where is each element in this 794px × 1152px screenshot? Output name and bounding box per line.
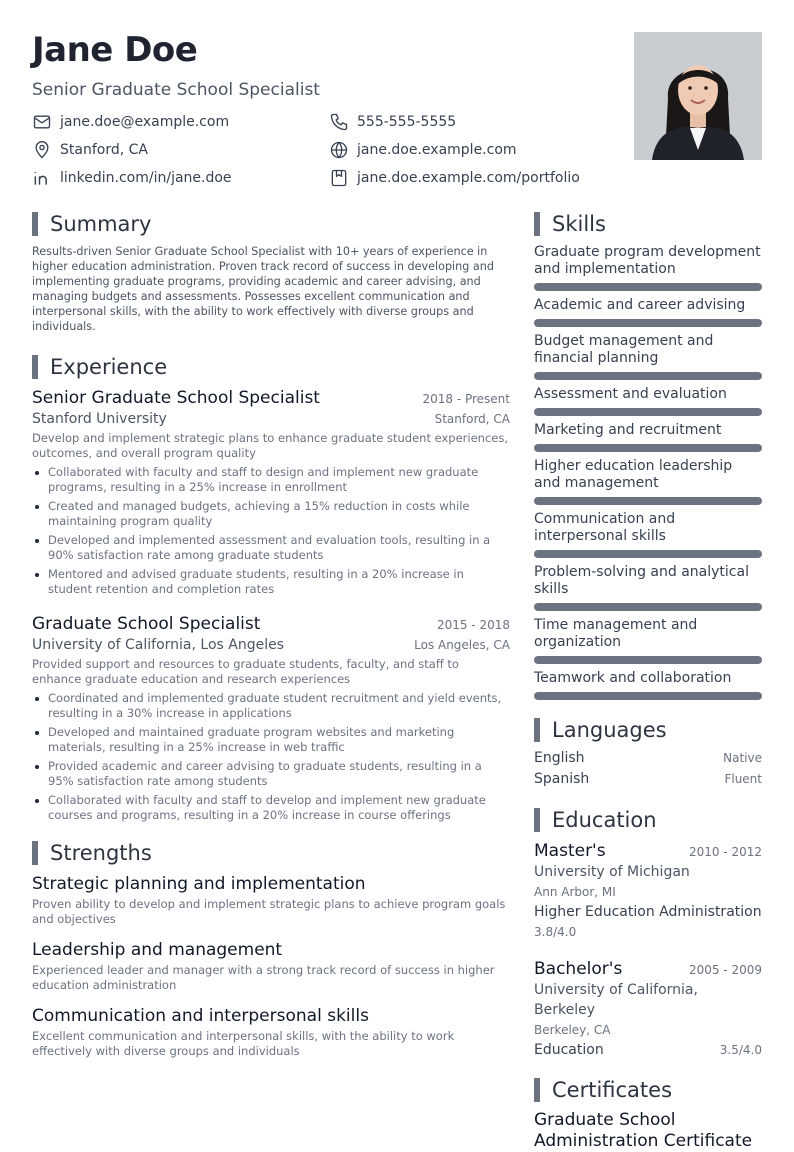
location-text: Stanford, CA	[60, 142, 148, 158]
skill-item	[534, 244, 762, 291]
education-location: Ann Arbor, MI	[534, 885, 616, 899]
job-description: Provided support and resources to graduate students, faculty, and staff to enhance graduate education and research experiences	[32, 657, 459, 686]
skill-level-bar	[534, 497, 762, 505]
job-bullet: Collaborated with faculty and staff to design and implement new graduate programs, resulting in a 25% increase in enrollment	[32, 465, 510, 495]
strengths-heading-text: Strengths	[50, 841, 152, 865]
strength-title: Strategic planning and implementation	[32, 874, 366, 894]
job-bullets	[32, 465, 510, 597]
education-degree: Master's	[534, 841, 606, 861]
education-field: Higher Education Administration	[534, 904, 762, 920]
experience-heading-text: Experience	[50, 355, 168, 379]
globe-icon	[329, 140, 349, 160]
website-text: jane.doe.example.com	[357, 142, 517, 158]
education-heading-text: Education	[552, 808, 657, 832]
skill-item	[534, 386, 762, 416]
strength-description: Proven ability to develop and implement strategic plans to achieve program goals and objectives	[32, 897, 506, 926]
email-text: jane.doe@example.com	[60, 114, 230, 130]
job-bullet: Collaborated with faculty and staff to develop and implement new graduate courses and programs, resulting in a 20% increase in course offerings	[32, 793, 510, 823]
language-level: Fluent	[724, 772, 762, 786]
skill-level-bar	[534, 656, 762, 664]
map-pin-icon	[32, 140, 52, 160]
languages-heading	[534, 716, 762, 744]
contact-portfolio[interactable]	[329, 167, 580, 189]
strength-item	[32, 1005, 510, 1059]
skill-level-bar	[534, 692, 762, 700]
job-bullet: Developed and implemented assessment and evaluation tools, resulting in a 90% satisfaction rate among graduate students	[32, 533, 510, 563]
candidate-name: Jane Doe	[32, 30, 198, 70]
education-entry	[534, 958, 762, 1060]
skill-name: Communication and interpersonal skills	[534, 511, 676, 544]
phone-icon	[329, 112, 349, 132]
certificates-heading-text: Certificates	[552, 1078, 673, 1102]
phone-text: 555-555-5555	[357, 114, 457, 130]
job-dates: 2018 - Present	[422, 392, 510, 406]
education-heading	[534, 806, 762, 834]
skill-name: Assessment and evaluation	[534, 386, 727, 402]
skill-level-bar	[534, 550, 762, 558]
education-school: University of California, Berkeley	[534, 982, 698, 1018]
strength-description: Excellent communication and interpersonal skills, with the ability to work effectively with diverse groups and individuals	[32, 1029, 455, 1058]
education-degree: Bachelor's	[534, 959, 623, 979]
language-name: English	[534, 750, 585, 766]
section-marker	[534, 718, 540, 742]
education-entry	[534, 840, 762, 942]
contact-website[interactable]	[329, 139, 517, 161]
skill-name: Marketing and recruitment	[534, 422, 722, 438]
contact-location	[32, 139, 148, 161]
languages-heading-text: Languages	[552, 718, 667, 742]
job-bullet: Coordinated and implemented graduate student recruitment and yield events, resulting in a 30% increase in applications	[32, 691, 510, 721]
skill-name: Higher education leadership and management	[534, 458, 733, 491]
job-bullet: Mentored and advised graduate students, resulting in a 20% increase in student retention and completion rates	[32, 567, 510, 597]
language-item	[534, 750, 762, 767]
linkedin-text: linkedin.com/in/jane.doe	[60, 170, 232, 186]
contact-phone[interactable]	[329, 111, 456, 133]
job-bullet: Developed and maintained graduate program websites and marketing materials, resulting in a 25% increase in web traffic	[32, 725, 510, 755]
skill-level-bar	[534, 444, 762, 452]
skill-item	[534, 617, 762, 664]
job-bullets	[32, 691, 510, 823]
portrait-illustration	[634, 32, 762, 160]
strength-description: Experienced leader and manager with a strong track record of success in higher education administration	[32, 963, 495, 992]
summary-heading-text: Summary	[50, 212, 152, 236]
profile-photo	[634, 32, 762, 160]
contact-linkedin[interactable]	[32, 167, 232, 189]
skill-level-bar	[534, 603, 762, 611]
skill-name: Academic and career advising	[534, 297, 746, 313]
strength-title: Communication and interpersonal skills	[32, 1006, 369, 1026]
job-title: Graduate School Specialist	[32, 614, 261, 634]
education-dates: 2010 - 2012	[688, 845, 762, 859]
summary-text: Results-driven Senior Graduate School Specialist with 10+ years of experience in higher education administration. Proven track record of success in developing and implementing graduate programs, providing academic and career advising, and managing budgets and assessments. Possesses excellent communication and interpersonal skills, with the ability to work effectively with diverse groups and individuals.	[32, 245, 494, 333]
skill-level-bar	[534, 408, 762, 416]
strength-title: Leadership and management	[32, 940, 283, 960]
contact-email[interactable]	[32, 111, 229, 133]
skill-level-bar	[534, 372, 762, 380]
linkedin-icon	[32, 168, 52, 188]
job-title: Senior Graduate School Specialist	[32, 388, 320, 408]
skill-name: Teamwork and collaboration	[534, 670, 732, 686]
skills-heading	[534, 210, 762, 238]
education-dates: 2005 - 2009	[688, 963, 762, 977]
mail-icon	[32, 112, 52, 132]
skill-level-bar	[534, 319, 762, 327]
skill-name: Problem-solving and analytical skills	[534, 564, 749, 597]
skill-name: Budget management and financial planning	[534, 333, 714, 366]
right-column	[534, 210, 762, 1152]
section-marker	[534, 1078, 540, 1102]
skill-item	[534, 670, 762, 700]
section-marker	[534, 808, 540, 832]
job-description: Develop and implement strategic plans to enhance graduate student experiences, outcomes, and overall program quality	[32, 431, 508, 460]
summary-heading	[32, 210, 510, 238]
certificates-heading	[534, 1076, 762, 1104]
job-bullet: Provided academic and career advising to graduate students, resulting in a 95% satisfaction rate among students	[32, 759, 510, 789]
skill-item	[534, 333, 762, 380]
section-marker	[32, 355, 38, 379]
left-column	[32, 210, 510, 1071]
skill-name: Time management and organization	[534, 617, 698, 650]
section-marker	[32, 212, 38, 236]
strengths-heading	[32, 839, 510, 867]
education-gpa: 3.5/4.0	[719, 1043, 762, 1057]
job-location: Stanford, CA	[434, 412, 510, 426]
job-entry	[32, 387, 510, 597]
education-school: University of Michigan	[534, 864, 690, 880]
skill-item	[534, 511, 762, 558]
language-name: Spanish	[534, 771, 590, 787]
job-company: Stanford University	[32, 411, 167, 427]
skill-item	[534, 297, 762, 327]
skill-level-bar	[534, 283, 762, 291]
certificate-item: Graduate School Administration Certificate	[534, 1110, 753, 1151]
education-location: Berkeley, CA	[534, 1023, 611, 1037]
skill-name: Graduate program development and implementation	[534, 244, 761, 277]
experience-heading	[32, 353, 510, 381]
portfolio-text: jane.doe.example.com/portfolio	[357, 170, 580, 186]
education-gpa: 3.8/4.0	[534, 925, 577, 939]
skill-item	[534, 564, 762, 611]
job-dates: 2015 - 2018	[436, 618, 510, 632]
strength-item	[32, 939, 510, 993]
strength-item	[32, 873, 510, 927]
education-field: Education	[534, 1042, 604, 1058]
candidate-title: Senior Graduate School Specialist	[32, 80, 320, 100]
job-company: University of California, Los Angeles	[32, 637, 285, 653]
skills-heading-text: Skills	[552, 212, 606, 236]
skill-item	[534, 458, 762, 505]
section-marker	[32, 841, 38, 865]
bookmark-icon	[329, 168, 349, 188]
skill-item	[534, 422, 762, 452]
language-level: Native	[723, 751, 762, 765]
job-location: Los Angeles, CA	[414, 638, 510, 652]
job-bullet: Created and managed budgets, achieving a 15% reduction in costs while maintaining program quality	[32, 499, 510, 529]
section-marker	[534, 212, 540, 236]
job-entry	[32, 613, 510, 823]
language-item	[534, 771, 762, 788]
